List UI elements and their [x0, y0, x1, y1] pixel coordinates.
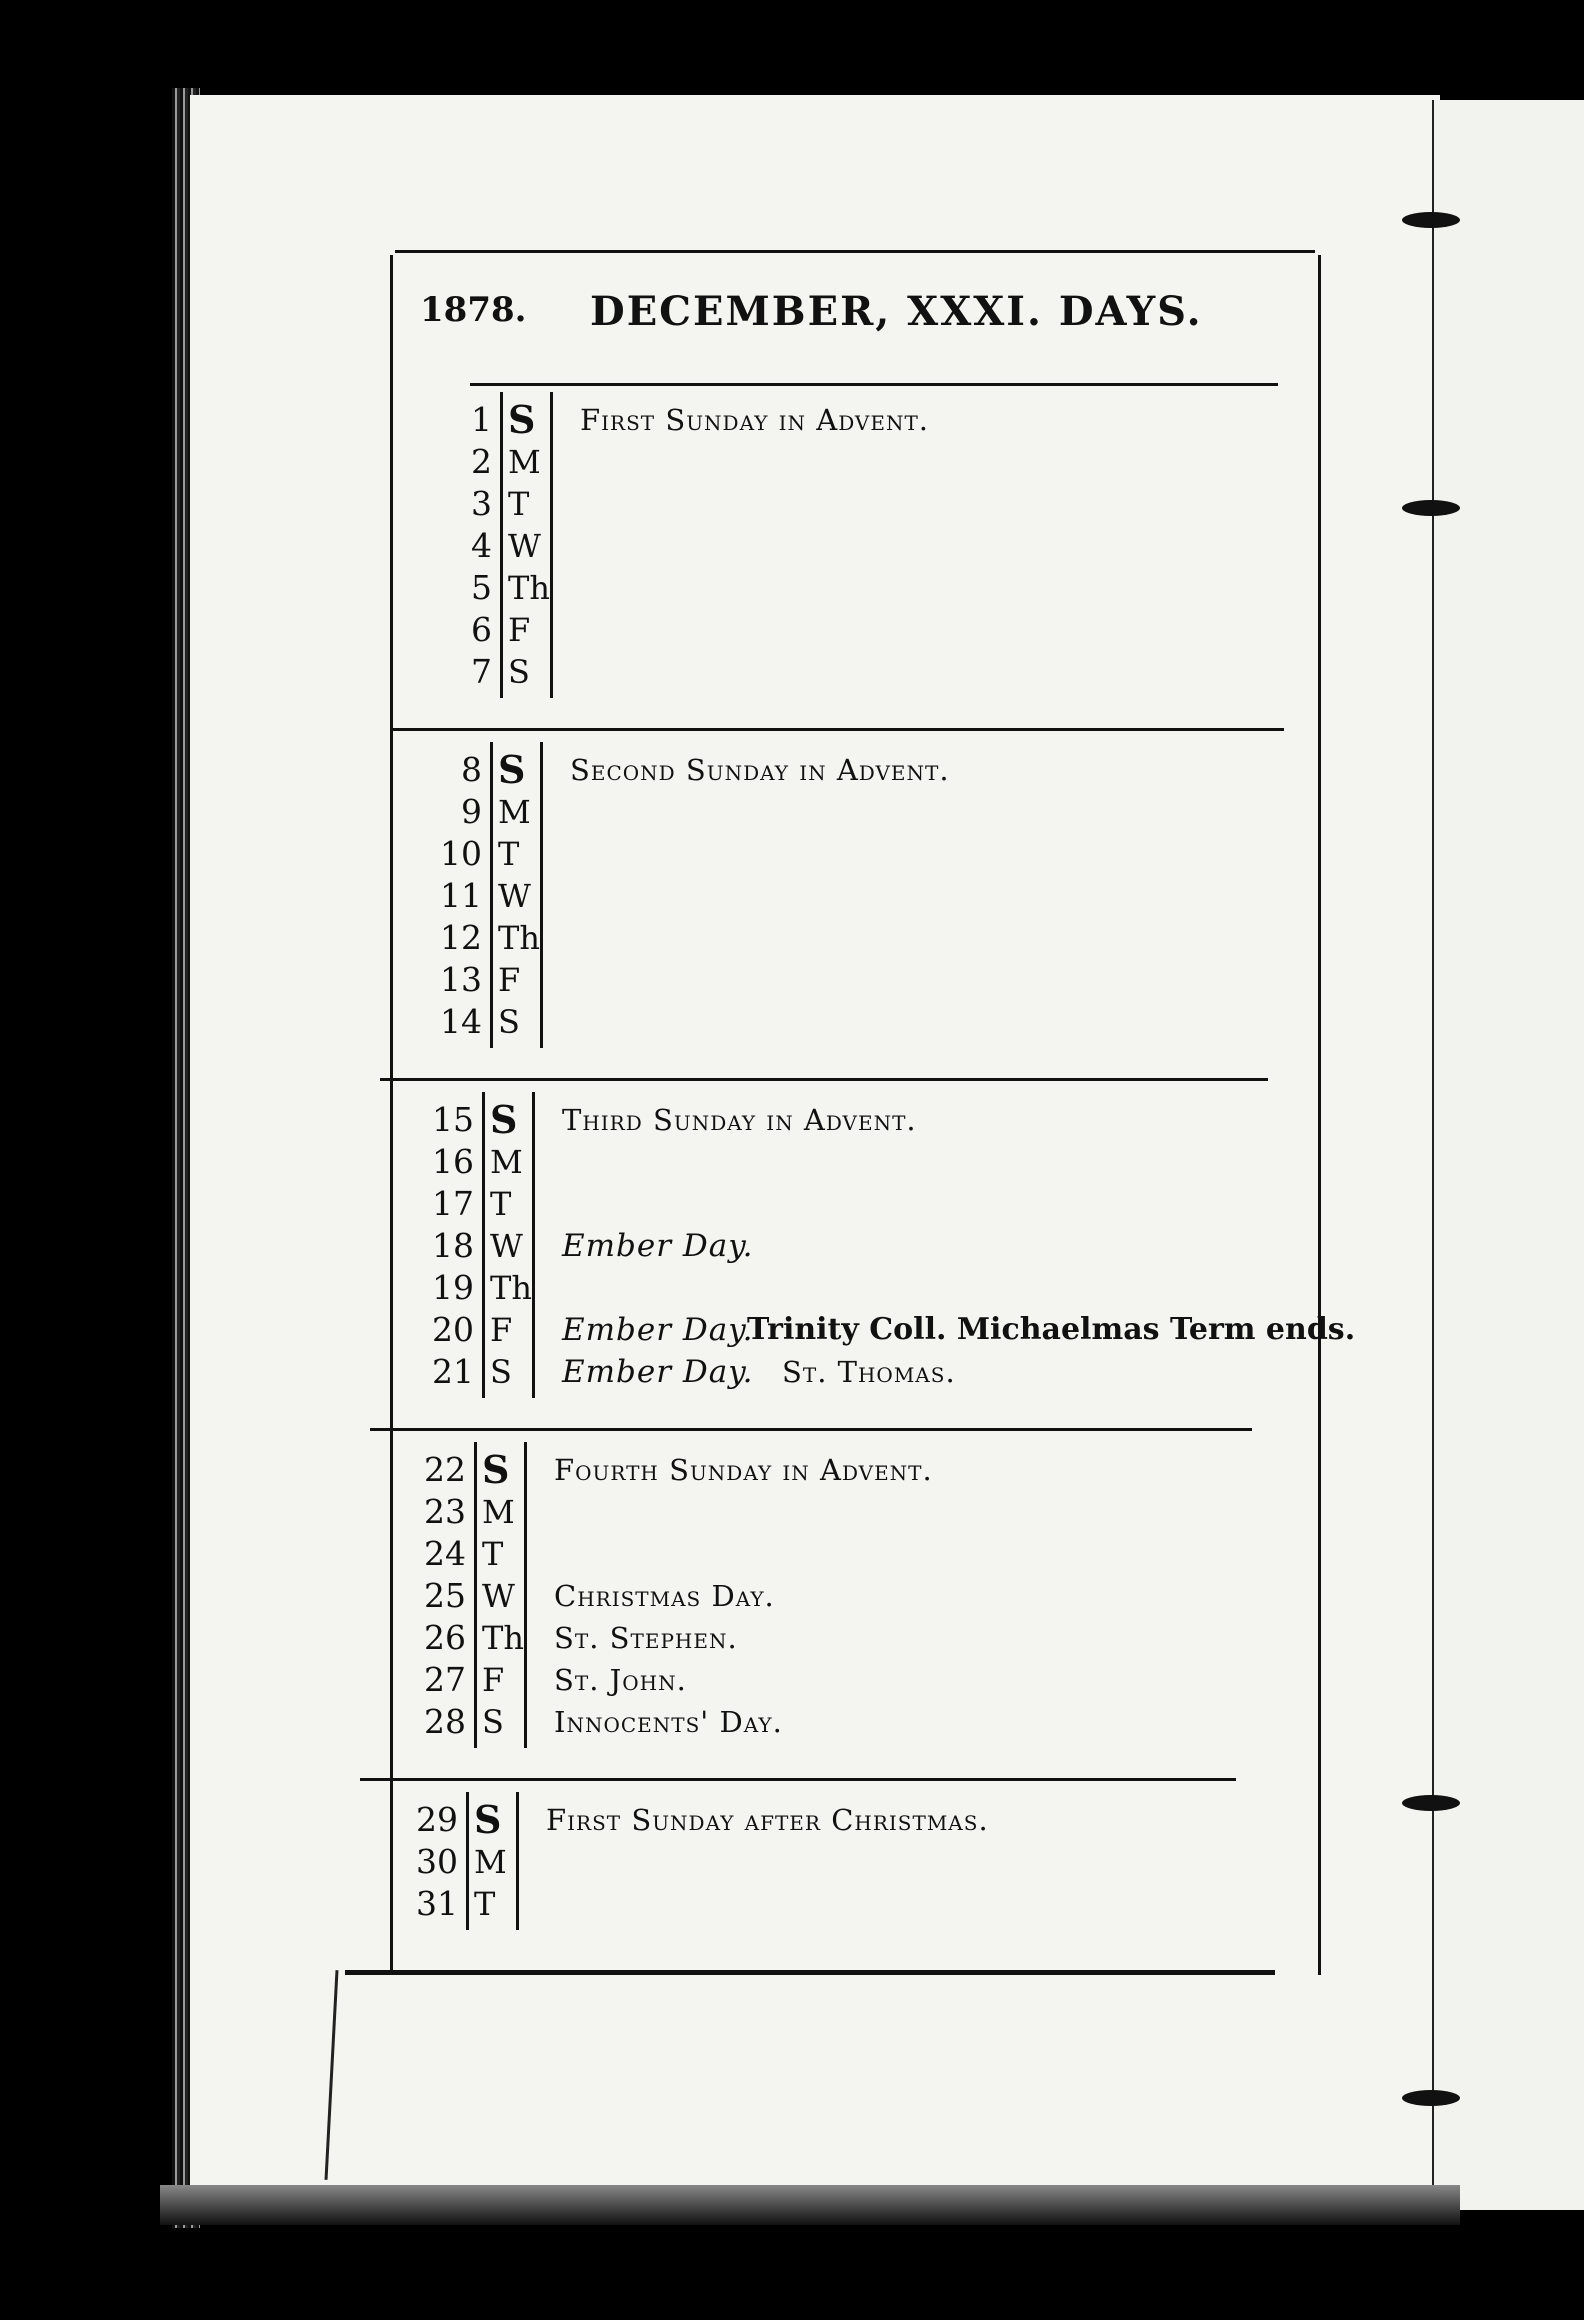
day-row [400, 1618, 1280, 1658]
day-note: Ember Day. [562, 1228, 754, 1264]
day-number: 9 [461, 792, 482, 831]
day-row [400, 1660, 1280, 1700]
day-row [400, 834, 1280, 874]
week-block [400, 1797, 1280, 1966]
weekday-letter: F [498, 961, 521, 999]
day-note: First Sunday in Advent. [580, 403, 929, 437]
day-number: 29 [416, 1800, 458, 1839]
day-number: 1 [471, 400, 492, 439]
day-note: Fourth Sunday in Advent. [554, 1453, 933, 1487]
facing-page-edge [1432, 100, 1584, 2210]
page-bottom-shadow [160, 2185, 1460, 2225]
weekday-letter: W [508, 527, 541, 565]
weekday-letter: M [508, 443, 541, 481]
day-row [400, 442, 1280, 482]
day-number: 4 [471, 526, 492, 565]
weekday-letter: S [490, 1353, 512, 1391]
day-number: 21 [432, 1352, 474, 1391]
day-row [400, 1002, 1280, 1042]
day-row [400, 568, 1280, 608]
day-number: 3 [471, 484, 492, 523]
day-row [400, 876, 1280, 916]
day-number: 13 [440, 960, 482, 999]
day-row [400, 526, 1280, 566]
weekday-letter: M [498, 793, 531, 831]
weekday-letter: S [482, 1447, 510, 1492]
weekday-letter: S [508, 653, 530, 691]
day-note: St. John. [554, 1663, 687, 1697]
weekday-letter: T [474, 1885, 496, 1923]
day-note-secondary: Trinity Coll. Michaelmas Term ends. [747, 1312, 1356, 1347]
week-divider [390, 728, 1284, 731]
day-number: 25 [424, 1576, 466, 1615]
day-row [400, 1310, 1356, 1350]
weekday-letter: W [498, 877, 531, 915]
day-note-secondary: St. Thomas. [782, 1355, 956, 1389]
day-row [400, 1576, 1280, 1616]
day-number: 19 [432, 1268, 474, 1307]
day-row [400, 1492, 1280, 1532]
day-number: 12 [440, 918, 482, 957]
weekday-letter: F [508, 611, 531, 649]
binding-stitch [1402, 1795, 1460, 1811]
binding-stitch [1402, 212, 1460, 228]
week-divider [370, 1428, 1252, 1431]
weekday-letter: Th [508, 569, 550, 607]
day-row [400, 1534, 1280, 1574]
day-number: 18 [432, 1226, 474, 1265]
day-note: Ember Day. [562, 1312, 754, 1348]
day-note: Ember Day. [562, 1354, 754, 1390]
day-row [400, 610, 1280, 650]
weekday-letter: Th [490, 1269, 532, 1307]
header-divider [470, 383, 1278, 386]
day-note: Third Sunday in Advent. [562, 1103, 917, 1137]
day-number: 6 [471, 610, 492, 649]
day-number: 17 [432, 1184, 474, 1223]
day-row [400, 1226, 1280, 1266]
day-row [400, 1884, 1280, 1924]
day-row [400, 1447, 1280, 1492]
binding-stitch [1402, 500, 1460, 516]
day-row [400, 1842, 1280, 1882]
weekday-letter: T [498, 835, 520, 873]
day-number: 2 [471, 442, 492, 481]
day-note: Christmas Day. [554, 1579, 775, 1613]
week-block [400, 747, 1280, 1084]
day-number: 20 [432, 1310, 474, 1349]
month-title: DECEMBER, XXXI. DAYS. [590, 288, 1203, 335]
weekday-letter: F [490, 1311, 513, 1349]
weekday-letter: T [508, 485, 530, 523]
year-label: 1878. [420, 290, 527, 330]
bottom-border [345, 1970, 1275, 1975]
weekday-letter: W [482, 1577, 515, 1615]
weekday-letter: T [482, 1535, 504, 1573]
day-note: Innocents' Day. [554, 1705, 783, 1739]
weekday-letter: F [482, 1661, 505, 1699]
top-border [395, 250, 1315, 253]
day-row [400, 1268, 1280, 1308]
day-note: St. Stephen. [554, 1621, 738, 1655]
day-number: 26 [424, 1618, 466, 1657]
day-row [400, 652, 1280, 692]
week-divider [380, 1078, 1268, 1081]
day-note: First Sunday after Christmas. [546, 1803, 989, 1837]
day-number: 23 [424, 1492, 466, 1531]
day-row [400, 918, 1280, 958]
day-row [400, 792, 1280, 832]
day-row [400, 397, 1280, 442]
day-number: 24 [424, 1534, 466, 1573]
day-row [400, 1184, 1280, 1224]
day-number: 27 [424, 1660, 466, 1699]
day-number: 22 [424, 1450, 466, 1489]
day-number: 5 [471, 568, 492, 607]
day-row [400, 1702, 1280, 1742]
day-number: 14 [440, 1002, 482, 1041]
day-number: 10 [440, 834, 482, 873]
day-number: 16 [432, 1142, 474, 1181]
binding-stitch [1402, 2090, 1460, 2106]
day-row [400, 1797, 1280, 1842]
week-block [400, 1447, 1280, 1784]
weekday-letter: S [482, 1703, 504, 1741]
day-row [400, 484, 1280, 524]
day-number: 30 [416, 1842, 458, 1881]
weekday-letter: S [498, 747, 526, 792]
weekday-letter: Th [498, 919, 540, 957]
weekday-letter: S [474, 1797, 502, 1842]
weekday-letter: M [490, 1143, 523, 1181]
week-divider [360, 1778, 1236, 1781]
day-number: 31 [416, 1884, 458, 1923]
day-row [400, 1142, 1280, 1182]
day-number: 11 [440, 876, 482, 915]
weekday-letter: M [482, 1493, 515, 1531]
day-note: Second Sunday in Advent. [570, 753, 950, 787]
weekday-letter: Th [482, 1619, 524, 1657]
day-row [400, 747, 1280, 792]
week-block [400, 1097, 1356, 1434]
weekday-letter: W [490, 1227, 523, 1265]
weekday-letter: M [474, 1843, 507, 1881]
weekday-letter: T [490, 1185, 512, 1223]
day-number: 8 [461, 750, 482, 789]
weekday-letter: S [498, 1003, 520, 1041]
day-number: 7 [471, 652, 492, 691]
day-number: 15 [432, 1100, 474, 1139]
weekday-letter: S [508, 397, 536, 442]
day-number: 28 [424, 1702, 466, 1741]
week-block [400, 397, 1280, 734]
weekday-letter: S [490, 1097, 518, 1142]
day-row [400, 960, 1280, 1000]
day-row [400, 1097, 1280, 1142]
day-row [400, 1352, 1280, 1392]
